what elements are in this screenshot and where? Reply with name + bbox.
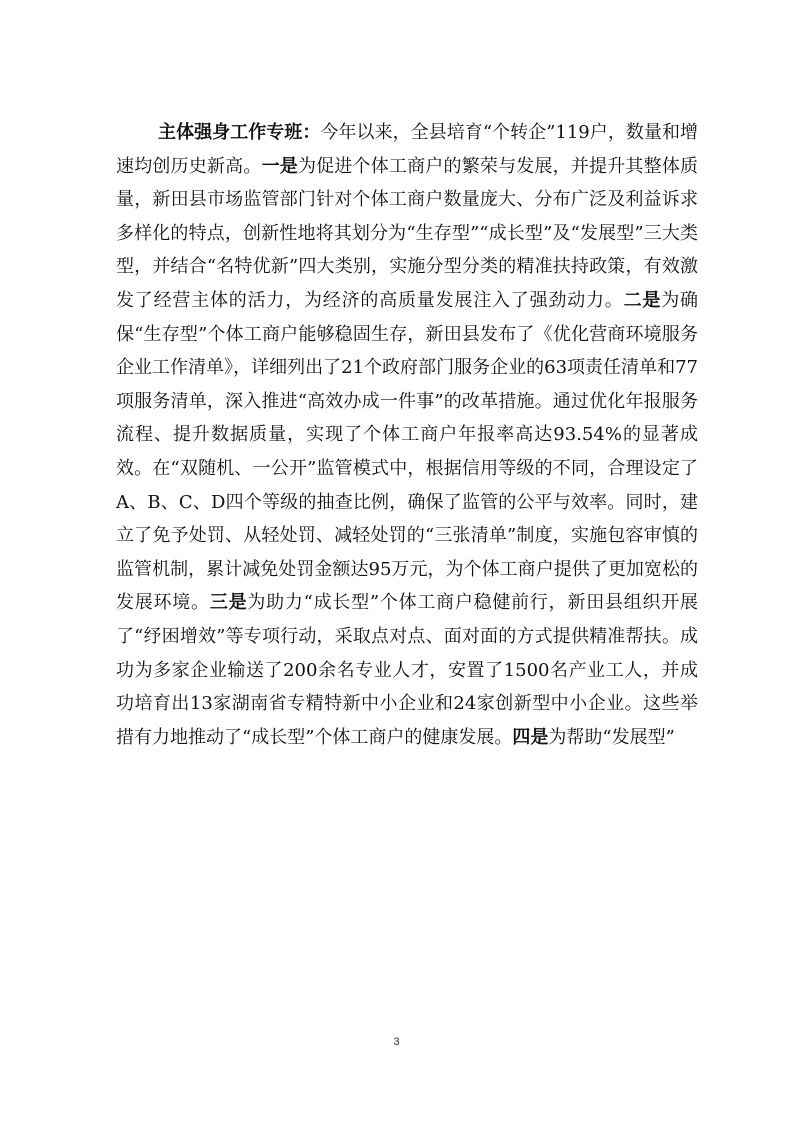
paragraph-text: 为确保“生存型”个体工商户能够稳固生存，新田县发布了《优化营商环境服务企业工作清单》，详细列出了21个政府部门服务企业的63项责任清单和77项服务清单，深入推进“高效办成一件事”的改革措施。通过优化年报服务流程、提升数据质量，实现了个体工商户年报率高达93.54%的显著成效。在“双随机、一公开”监管模式中，根据信用等级的不同，合理设定了A、B、C、D四个等级的抽查比例，确保了监管的公平与效率。同时，建立了免予处罚、从轻处罚、减轻处罚的“三张清单”制度，实施包容审慎的监管机制，累计减免处罚金额达95万元，为个体工商户提供了更加宽松的发展环境。 [116,289,699,614]
paragraph [116,116,698,754]
paragraph-text: 为帮助“发展型” [548,726,675,748]
point-marker-1: 一是 [261,155,298,177]
point-marker-2: 二是 [623,289,662,311]
point-marker-4: 四是 [512,726,549,748]
paragraph-text: 为助力“成长型”个体工商户稳健前行，新田县组织开展了“纾困增效”等专项行动，采取点对点、面对面的方式提供精准帮扶。成功为多家企业输送了200余名专业人才，安置了1500名产业工人，并成功培育出13家湖南省专精特新中小企业和24家创新型中小企业。这些举措有力地推动了“成长型”个体工商户的健康发展。 [116,592,699,748]
point-marker-3: 三是 [209,592,248,614]
paragraph-text: 今年以来，全县培育“个转企”119户，数量和增速均创历史新高。 [116,122,699,177]
section-heading: 主体强身工作专班： [158,122,321,143]
page-number: 3 [393,1036,400,1048]
paragraph-text: 为促进个体工商户的繁荣与发展，并提升其整体质量，新田县市场监管部门针对个体工商户数量庞大、分布广泛及利益诉求多样化的特点，创新性地将其划分为“生存型”“成长型”及“发展型”三大类型，并结合“名特优新”四大类别，实施分型分类的精准扶持政策，有效激发了经营主体的活力，为经济的高质量发展注入了强劲动力。 [116,155,699,311]
